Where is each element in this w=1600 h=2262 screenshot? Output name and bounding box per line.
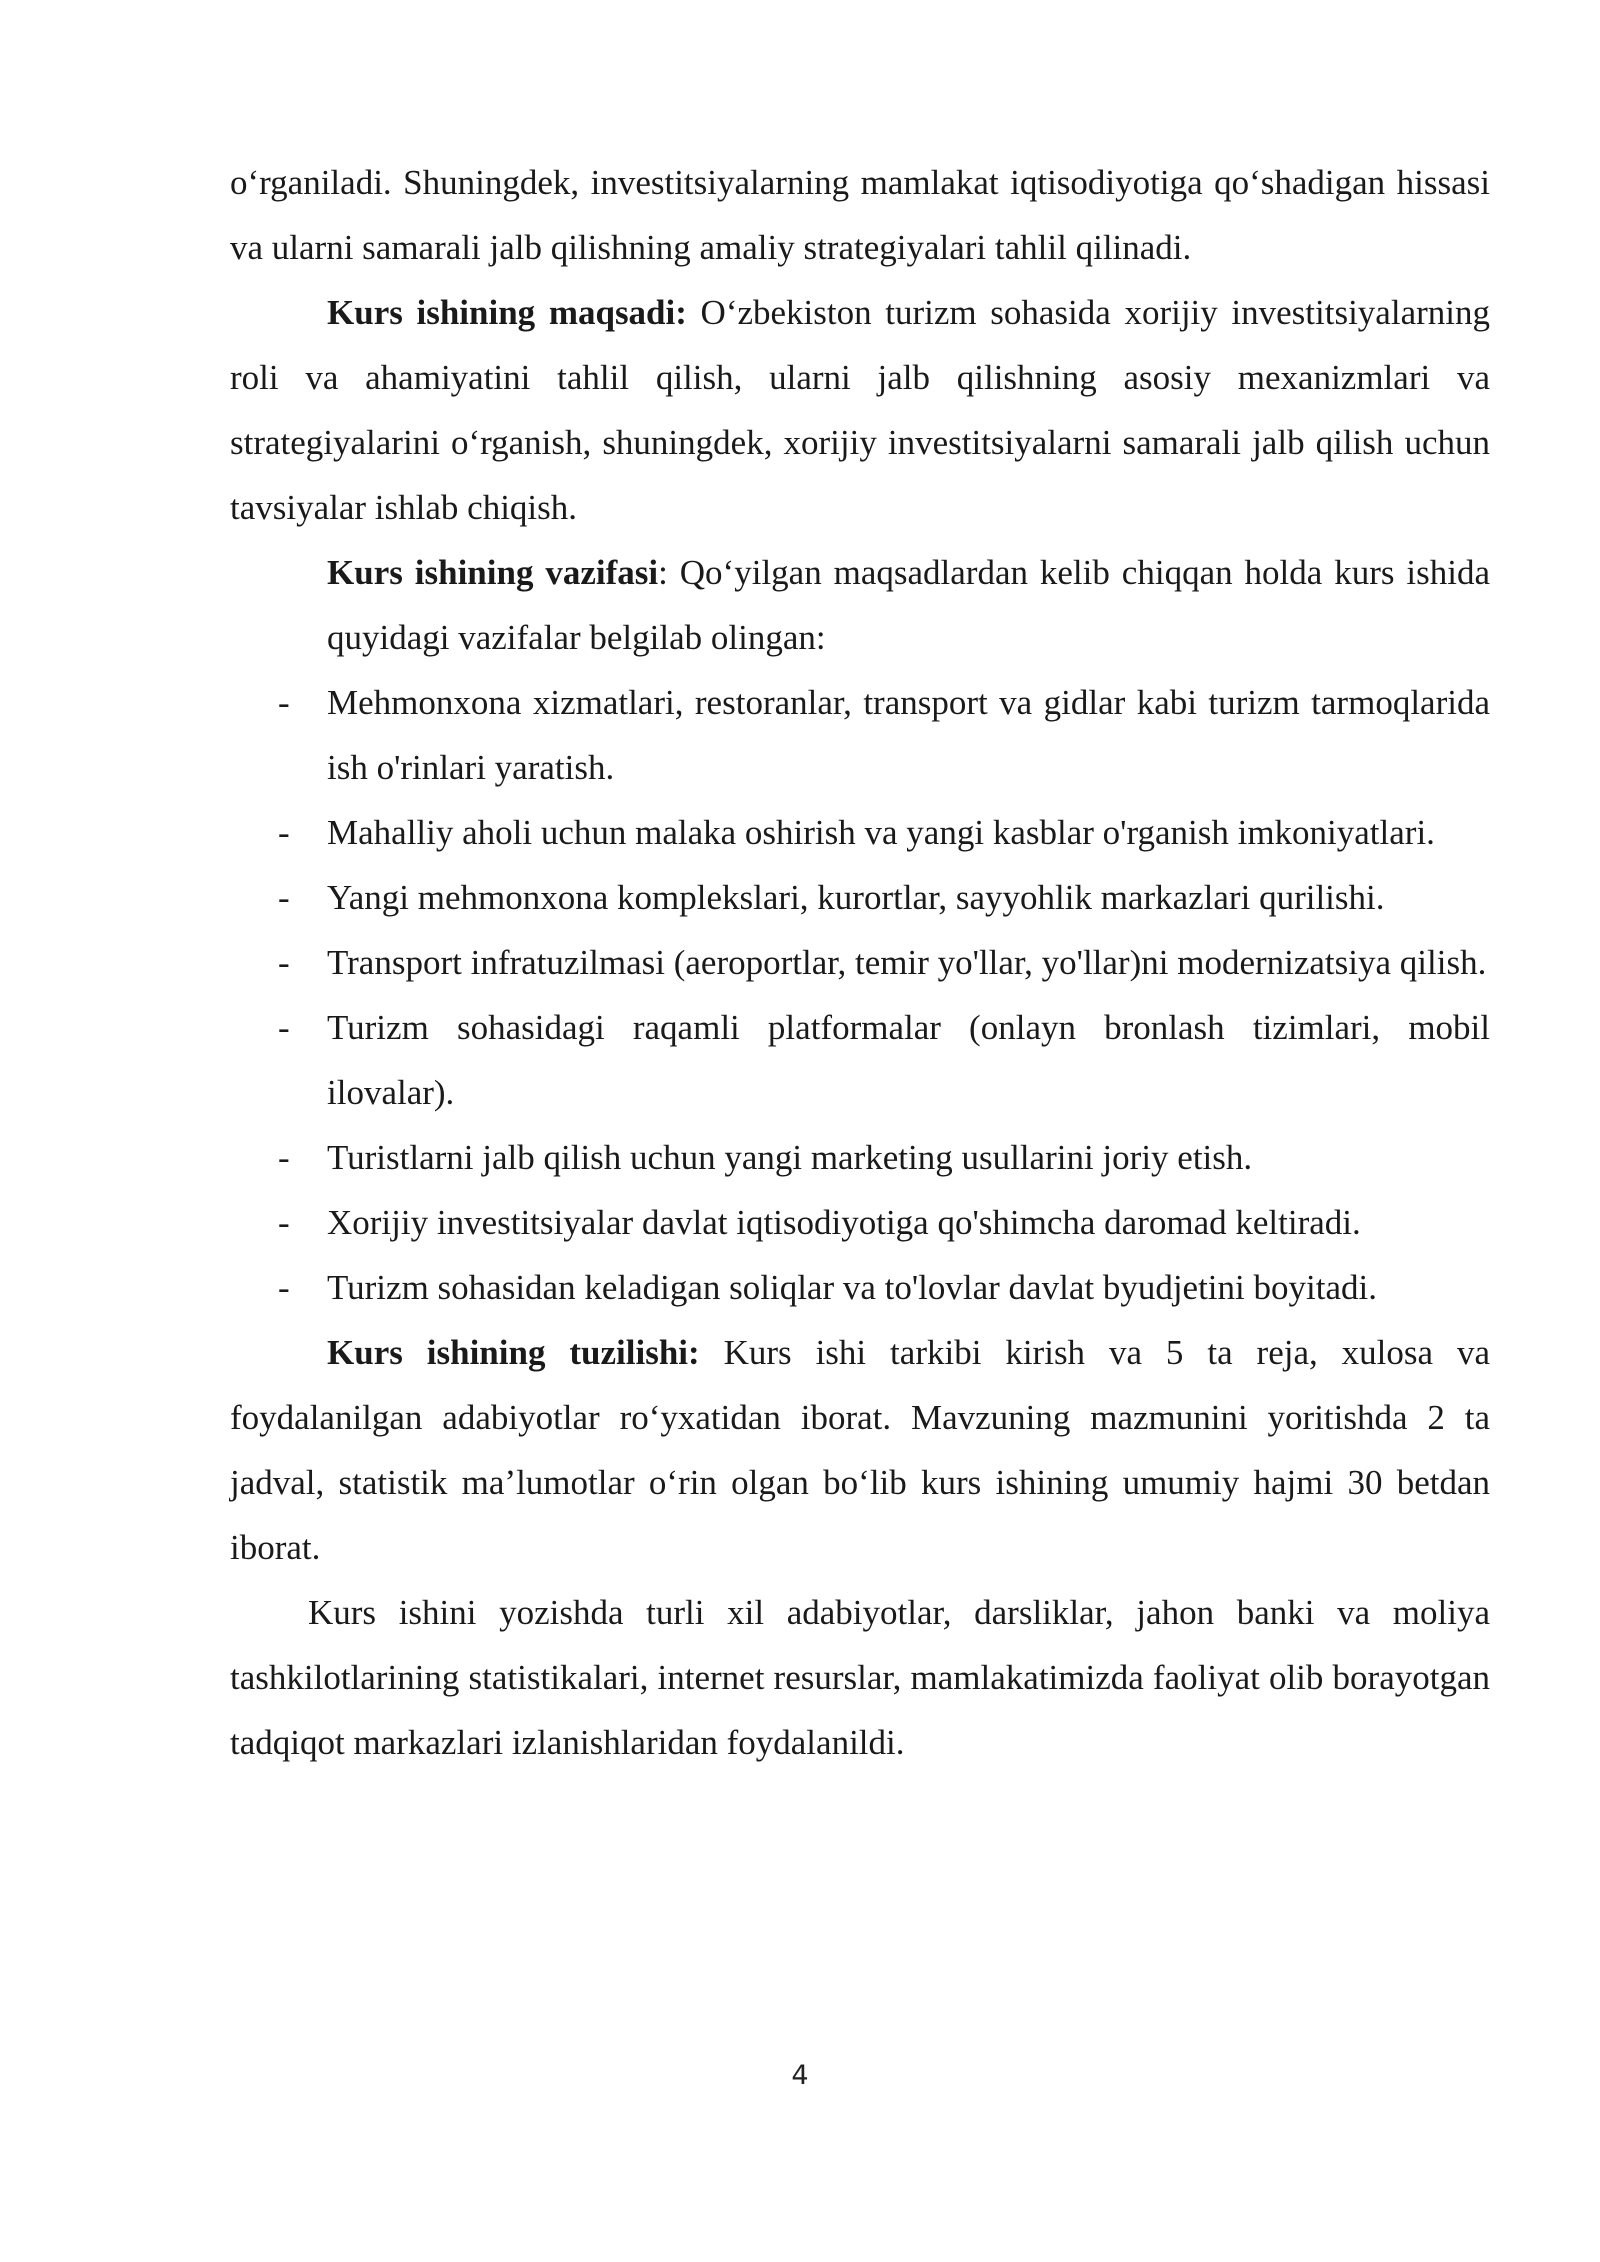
list-item <box>230 995 1490 1125</box>
goal-label: Kurs ishining maqsadi: <box>327 293 687 332</box>
intro-paragraph: oʻrganiladi. Shuningdek, investitsiyalarning mamlakat iqtisodiyotiga qoʻshadigan hissasi va ularni samarali jalb qilishning amaliy strategiyalari tahlil qilinadi. <box>230 163 1490 267</box>
list-item-text: Turistlarni jalb qilish uchun yangi marketing usullarini joriy etish. <box>327 1138 1253 1177</box>
list-item-text: Mehmonxona xizmatlari, restoranlar, transport va gidlar kabi turizm tarmoqlarida ish o'rinlari yaratish. <box>327 683 1490 787</box>
list-item <box>230 670 1490 800</box>
sources-paragraph: Kurs ishini yozishda turli xil adabiyotlar, darsliklar, jahon banki va moliya tashkilotlarining statistikalari, internet resurslar, mamlakatimizda faoliyat olib borayotgan tadqiqot markazlari izlanishlaridan foydalanildi. <box>230 1593 1490 1762</box>
list-item-text: Turizm sohasidagi raqamli platformalar (onlayn bronlash tizimlari, mobil ilovalar). <box>327 1008 1490 1112</box>
tasks-intro-paragraph <box>230 540 1490 670</box>
tasks-label: Kurs ishining vazifasi <box>327 553 659 592</box>
list-item-text: Yangi mehmonxona komplekslari, kurortlar, sayyohlik markazlari qurilishi. <box>327 878 1385 917</box>
list-bullet: - <box>278 813 290 852</box>
structure-paragraph <box>230 1320 1490 1580</box>
list-item <box>230 1255 1490 1320</box>
list-item <box>230 1190 1490 1255</box>
tasks-list <box>230 670 1490 1320</box>
list-item-text: Turizm sohasidan keladigan soliqlar va to'lovlar davlat byudjetini boyitadi. <box>327 1268 1377 1307</box>
list-item <box>230 865 1490 930</box>
list-bullet: - <box>278 1008 290 1047</box>
list-bullet: - <box>278 1203 290 1242</box>
page-number: 4 <box>791 2060 809 2091</box>
tasks-text: : Qoʻyilgan maqsadlardan kelib chiqqan holda kurs ishida quyidagi vazifalar belgilab olingan: <box>327 553 1490 657</box>
document-page <box>230 150 1490 1775</box>
list-item <box>230 800 1490 865</box>
structure-label: Kurs ishining tuzilishi: <box>327 1333 700 1372</box>
goal-text: Oʻzbekiston turizm sohasida xorijiy investitsiyalarning roli va ahamiyatini tahlil qilish, ularni jalb qilishning asosiy mexanizmlari va strategiyalarini oʻrganish, shuningdek, xorijiy investitsiyalarni samarali jalb qilish uchun tavsiyalar ishlab chiqish. <box>230 293 1490 527</box>
list-bullet: - <box>278 1138 290 1177</box>
list-item-text: Transport infratuzilmasi (aeroportlar, temir yo'llar, yo'llar)ni modernizatsiya qilish. <box>327 943 1487 982</box>
list-bullet: - <box>278 1268 290 1307</box>
list-bullet: - <box>278 943 290 982</box>
list-bullet: - <box>278 683 290 722</box>
structure-text: Kurs ishi tarkibi kirish va 5 ta reja, xulosa va foydalanilgan adabiyotlar roʻyxatidan iborat. Mavzuning mazmunini yoritishda 2 ta jadval, statistik maʼlumotlar oʻrin olgan boʻlib kurs ishining umumiy hajmi 30 betdan iborat. <box>230 1333 1490 1567</box>
list-item <box>230 930 1490 995</box>
list-item <box>230 1125 1490 1190</box>
list-item-text: Xorijiy investitsiyalar davlat iqtisodiyotiga qo'shimcha daromad keltiradi. <box>327 1203 1361 1242</box>
list-bullet: - <box>278 878 290 917</box>
list-item-text: Mahalliy aholi uchun malaka oshirish va yangi kasblar o'rganish imkoniyatlari. <box>327 813 1435 852</box>
goal-paragraph <box>230 280 1490 540</box>
